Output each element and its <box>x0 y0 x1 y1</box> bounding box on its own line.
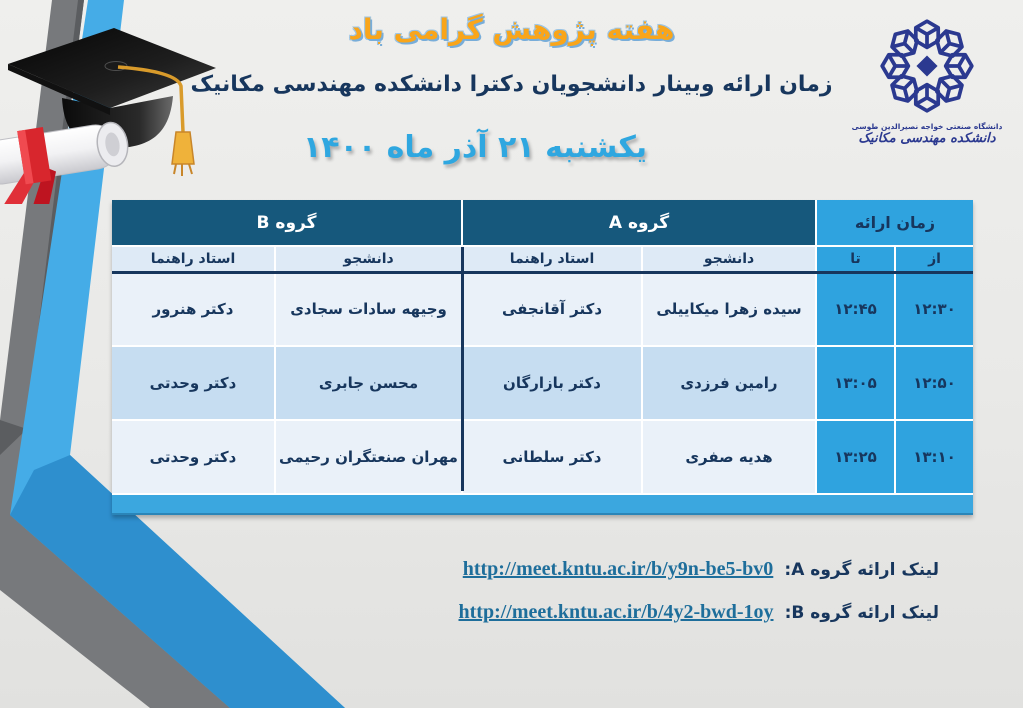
group-b-link-line <box>459 601 940 624</box>
col-header-from: از <box>896 247 973 271</box>
table-cell-to: ۱۳:۰۵ <box>817 347 894 419</box>
col-header-student-a: دانشجو <box>643 247 815 271</box>
table-cell-student-b: محسن جابری <box>276 347 461 419</box>
table-cell-supervisor-a: دکتر بازارگان <box>463 347 641 419</box>
group-a-meeting-link[interactable]: http://meet.kntu.ac.ir/b/y9n-be5-bv0 <box>462 558 774 580</box>
table-cell-student-b: مهران صنعتگران رحیمی <box>276 421 461 493</box>
faculty-name: دانشکده مهندسی مکانیک <box>858 131 996 146</box>
meeting-links <box>459 558 940 644</box>
table-cell-supervisor-b: دکتر هنرور <box>112 273 274 345</box>
group-a-link-line <box>459 558 940 581</box>
university-name: دانشگاه صنعتی خواجه نصیرالدین طوسی <box>851 122 1003 131</box>
table-cell-from: ۱۲:۵۰ <box>896 347 973 419</box>
diploma-scroll <box>0 114 136 204</box>
table-cell-supervisor-a: دکتر آقانجفی <box>463 273 641 345</box>
table-cell-supervisor-b: دکتر وحدتی <box>112 421 274 493</box>
col-header-to: تا <box>817 247 894 271</box>
group-b-header: گروه B <box>112 200 461 245</box>
time-header: زمان ارائه <box>817 200 973 245</box>
table-cell-to: ۱۲:۴۵ <box>817 273 894 345</box>
research-week-banner: هفته پژوهش گرامی باد <box>348 13 675 46</box>
col-header-supervisor-a: استاد راهنما <box>463 247 641 271</box>
tassel-fringe <box>174 164 192 176</box>
table-cell-supervisor-b: دکتر وحدتی <box>112 347 274 419</box>
table-cell-from: ۱۳:۱۰ <box>896 421 973 493</box>
group-divider-line <box>461 247 464 491</box>
table-cell-student-a: هدیه صفری <box>643 421 815 493</box>
group-b-meeting-link[interactable]: http://meet.kntu.ac.ir/b/4y2-bwd-1oy <box>458 601 774 623</box>
university-logo <box>847 10 1007 147</box>
table-cell-student-a: رامین فرزدی <box>643 347 815 419</box>
col-header-supervisor-b: استاد راهنما <box>112 247 274 271</box>
tassel-head <box>172 132 194 164</box>
table-cell-supervisor-a: دکتر سلطانی <box>463 421 641 493</box>
group-b-link-label: لینک ارائه گروه B‏: <box>784 603 939 623</box>
page-title: زمان ارائه وبینار دانشجویان دکترا دانشکده مهندسی مکانیک <box>190 72 833 97</box>
col-header-student-b: دانشجو <box>276 247 461 271</box>
subheader-divider-line <box>112 271 973 274</box>
schedule-table <box>112 200 973 515</box>
table-cell-student-a: سیده زهرا میکاییلی <box>643 273 815 345</box>
graduation-cap-illustration <box>0 14 232 204</box>
kntu-emblem-icon <box>871 10 983 122</box>
table-cell-from: ۱۲:۳۰ <box>896 273 973 345</box>
group-a-link-label: لینک ارائه گروه A‏: <box>784 560 939 580</box>
event-date: یکشنبه ۲۱ آذر ماه ۱۴۰۰ <box>302 130 648 165</box>
table-cell-student-b: وجیهه سادات سجادی <box>276 273 461 345</box>
group-a-header: گروه A <box>463 200 815 245</box>
table-footer-bar <box>112 495 973 515</box>
table-cell-to: ۱۳:۲۵ <box>817 421 894 493</box>
